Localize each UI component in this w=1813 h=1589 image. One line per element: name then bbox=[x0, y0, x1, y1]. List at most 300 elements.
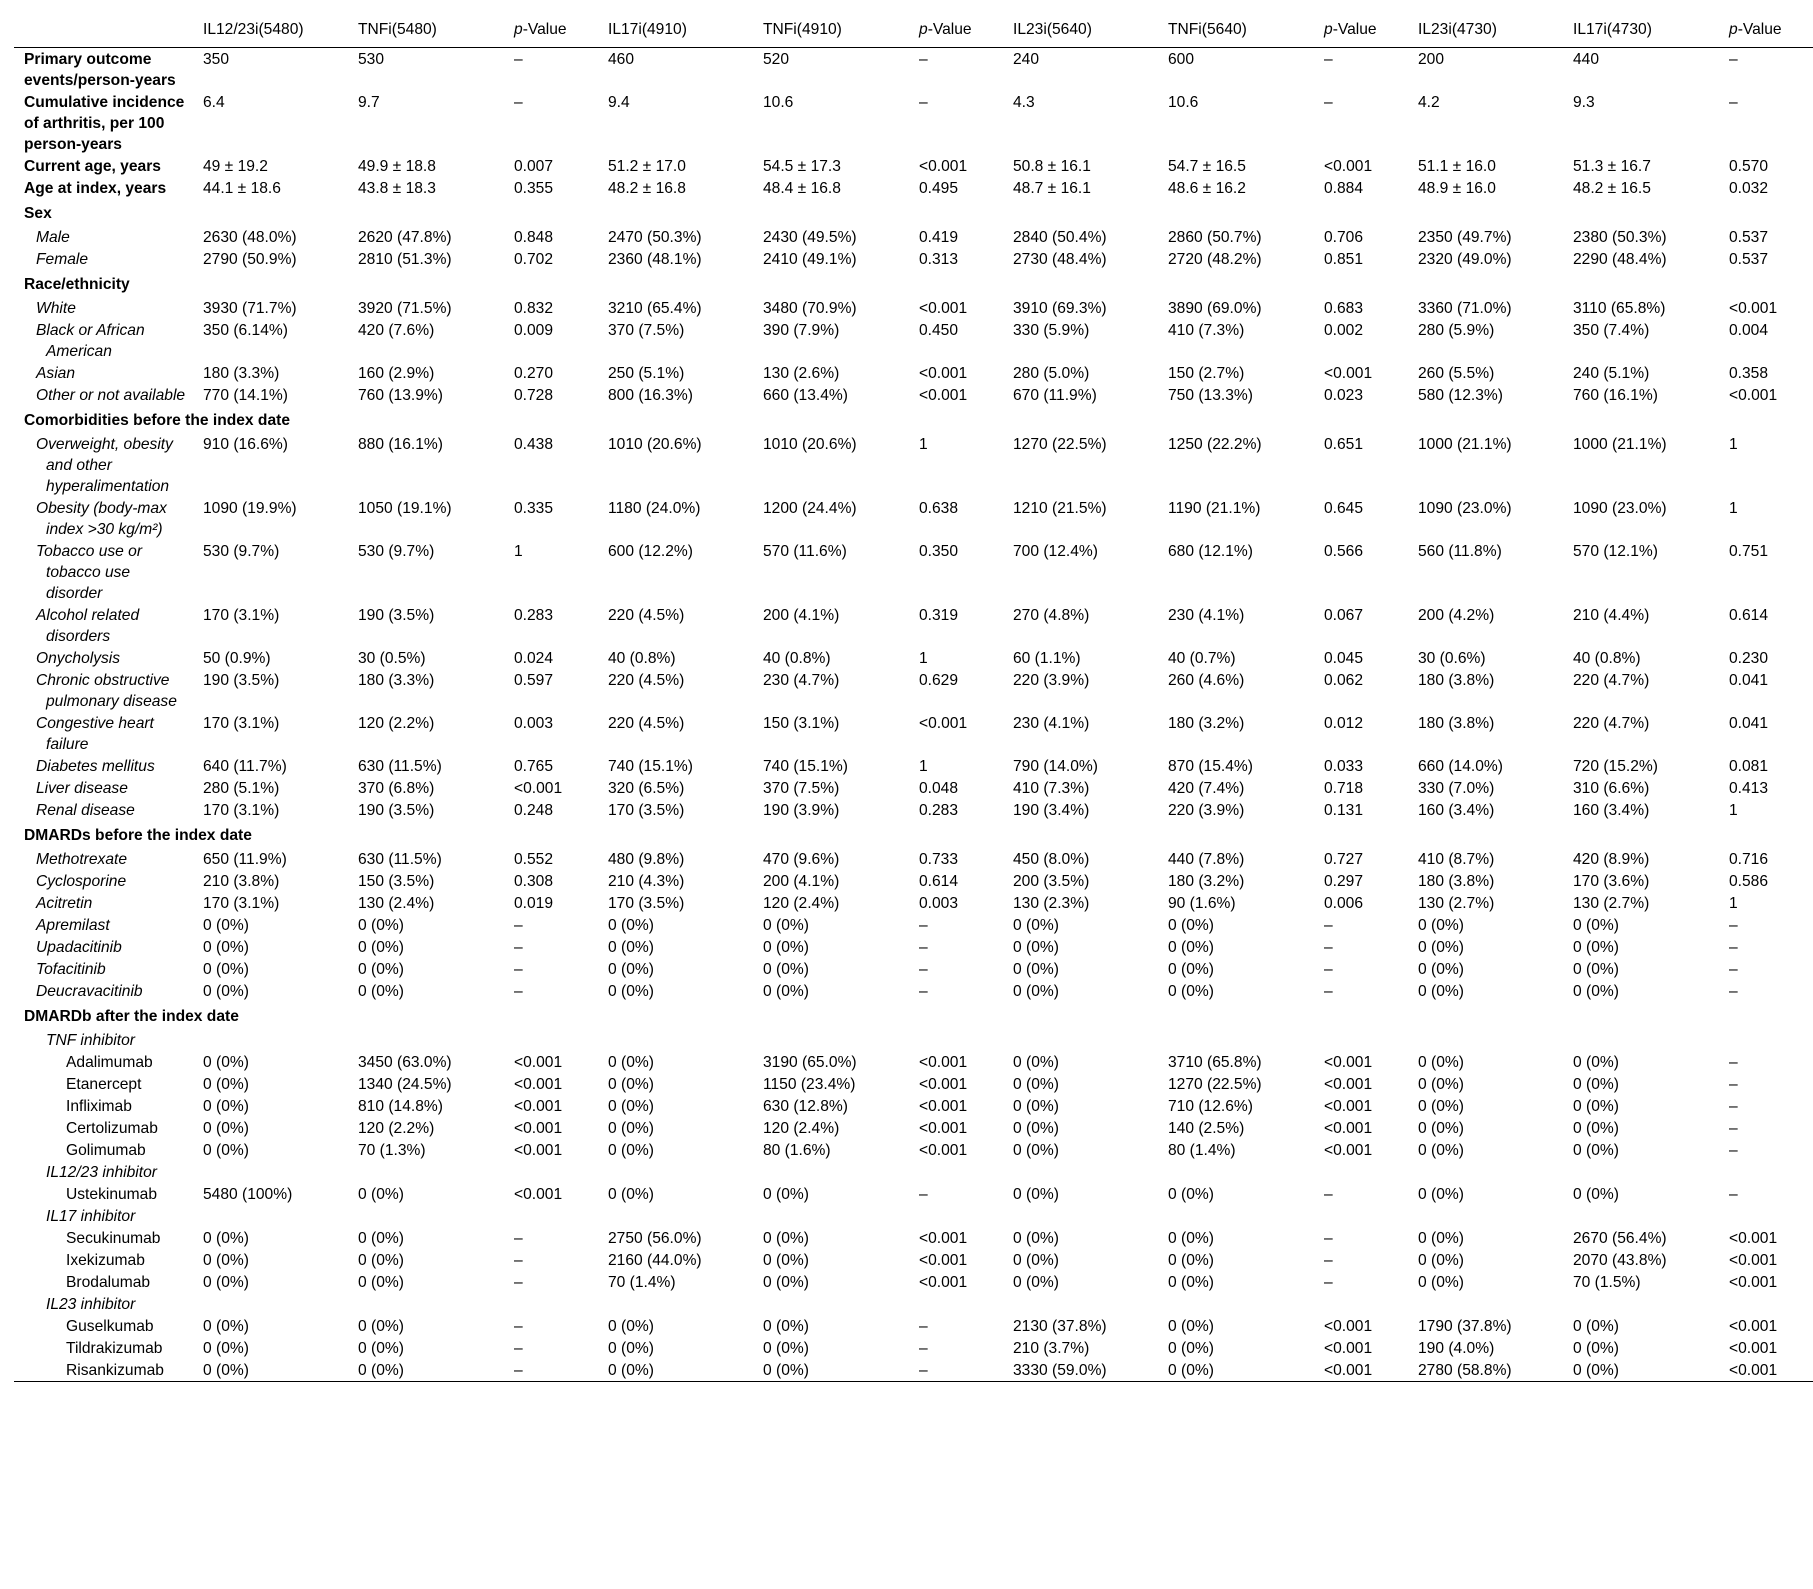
table-cell: – bbox=[1729, 1054, 1738, 1071]
table-cell: 0.832 bbox=[514, 300, 554, 317]
table-cell: – bbox=[919, 1318, 928, 1335]
table-cell: 180 (3.2%) bbox=[1168, 715, 1245, 732]
table-cell: 51.1 ± 16.0 bbox=[1418, 158, 1496, 175]
row-label: Upadacitinib bbox=[36, 939, 122, 956]
table-cell: 0 (0%) bbox=[763, 1274, 809, 1291]
header-cell: p-Value bbox=[919, 21, 972, 38]
row-label: Cumulative incidence of arthritis, per 100 person-years bbox=[24, 94, 185, 153]
table-cell: 230 (4.1%) bbox=[1013, 715, 1090, 732]
table-cell: 0.024 bbox=[514, 650, 554, 667]
table-cell: <0.001 bbox=[1729, 300, 1778, 317]
header-cell: IL17i(4730) bbox=[1573, 21, 1652, 38]
table-cell: 0 (0%) bbox=[1418, 939, 1464, 956]
table-cell: 0.297 bbox=[1324, 873, 1364, 890]
table-cell: 2750 (56.0%) bbox=[608, 1230, 702, 1247]
table-cell: 0 (0%) bbox=[203, 1076, 249, 1093]
table-cell: 130 (2.7%) bbox=[1573, 895, 1650, 912]
table-cell: 0.651 bbox=[1324, 436, 1364, 453]
table-cell: 640 (11.7%) bbox=[203, 758, 287, 775]
table-cell: 43.8 ± 18.3 bbox=[358, 180, 436, 197]
table-cell: <0.001 bbox=[514, 1120, 563, 1137]
table-cell: 0 (0%) bbox=[1168, 1230, 1214, 1247]
table-cell: <0.001 bbox=[919, 1142, 968, 1159]
table-cell: 0 (0%) bbox=[608, 1098, 654, 1115]
table-cell: 80 (1.6%) bbox=[763, 1142, 831, 1159]
table-cell: 870 (15.4%) bbox=[1168, 758, 1253, 775]
table-cell: <0.001 bbox=[919, 1252, 968, 1269]
table-cell: 0 (0%) bbox=[1573, 1340, 1619, 1357]
table-cell: 0 (0%) bbox=[1418, 1054, 1464, 1071]
table-row bbox=[14, 248, 1813, 270]
table-cell: <0.001 bbox=[1729, 1274, 1778, 1291]
table-cell: 330 (5.9%) bbox=[1013, 322, 1090, 339]
table-cell: 0.023 bbox=[1324, 387, 1364, 404]
table-cell: 0 (0%) bbox=[1573, 917, 1619, 934]
table-cell: – bbox=[514, 1318, 523, 1335]
table-cell: 2860 (50.7%) bbox=[1168, 229, 1262, 246]
table-cell: 160 (3.4%) bbox=[1573, 802, 1650, 819]
table-cell: 0.495 bbox=[919, 180, 959, 197]
table-cell: 0.638 bbox=[919, 500, 959, 517]
table-cell: 0.614 bbox=[919, 873, 959, 890]
row-label: Female bbox=[36, 251, 88, 268]
table-cell: 0 (0%) bbox=[1013, 961, 1059, 978]
table-row bbox=[14, 1073, 1813, 1095]
table-cell: 760 (13.9%) bbox=[358, 387, 443, 404]
table-cell: 560 (11.8%) bbox=[1418, 543, 1502, 560]
table-cell: 350 bbox=[203, 51, 230, 68]
table-cell: 40 (0.8%) bbox=[608, 650, 676, 667]
row-label: Current age, years bbox=[24, 158, 161, 175]
table-cell: <0.001 bbox=[919, 365, 968, 382]
table-cell: 0 (0%) bbox=[1573, 961, 1619, 978]
table-cell: 320 (6.5%) bbox=[608, 780, 685, 797]
table-cell: 0.313 bbox=[919, 251, 959, 268]
row-label: Male bbox=[36, 229, 70, 246]
table-cell: 480 (9.8%) bbox=[608, 851, 685, 868]
table-cell: 0.552 bbox=[514, 851, 554, 868]
table-cell: 740 (15.1%) bbox=[608, 758, 693, 775]
row-label: Ustekinumab bbox=[66, 1186, 158, 1203]
table-row bbox=[14, 319, 1813, 362]
table-cell: 0.586 bbox=[1729, 873, 1769, 890]
table-cell: 410 (7.3%) bbox=[1013, 780, 1090, 797]
table-cell: 420 (7.4%) bbox=[1168, 780, 1245, 797]
table-cell: 630 (12.8%) bbox=[763, 1098, 848, 1115]
table-cell: 0 (0%) bbox=[1013, 1142, 1059, 1159]
table-cell: 0 (0%) bbox=[608, 1318, 654, 1335]
table-cell: 0 (0%) bbox=[1013, 917, 1059, 934]
table-row bbox=[14, 848, 1813, 870]
row-label: DMARDb after the index date bbox=[24, 1008, 239, 1025]
table-cell: 0 (0%) bbox=[1573, 1054, 1619, 1071]
row-label: IL12/23 inhibitor bbox=[46, 1164, 157, 1181]
table-cell: <0.001 bbox=[1324, 1340, 1373, 1357]
table-cell: <0.001 bbox=[919, 1076, 968, 1093]
table-cell: 0 (0%) bbox=[1418, 1120, 1464, 1137]
table-cell: 0.041 bbox=[1729, 672, 1769, 689]
section-row bbox=[14, 270, 1813, 297]
table-row bbox=[14, 540, 1813, 604]
table-cell: 370 (6.8%) bbox=[358, 780, 435, 797]
table-cell: 120 (2.2%) bbox=[358, 1120, 435, 1137]
table-cell: – bbox=[1729, 1076, 1738, 1093]
table-cell: 4.2 bbox=[1418, 94, 1440, 111]
table-cell: 670 (11.9%) bbox=[1013, 387, 1097, 404]
table-cell: 2620 (47.8%) bbox=[358, 229, 452, 246]
table-cell: 310 (6.6%) bbox=[1573, 780, 1650, 797]
table-cell: 51.3 ± 16.7 bbox=[1573, 158, 1651, 175]
section-row bbox=[14, 1161, 1813, 1183]
table-cell: 48.2 ± 16.5 bbox=[1573, 180, 1651, 197]
table-row bbox=[14, 177, 1813, 199]
table-cell: 220 (4.7%) bbox=[1573, 672, 1650, 689]
table-cell: 1250 (22.2%) bbox=[1168, 436, 1262, 453]
table-cell: 60 (1.1%) bbox=[1013, 650, 1081, 667]
table-cell: 0 (0%) bbox=[1418, 1252, 1464, 1269]
table-cell: 280 (5.9%) bbox=[1418, 322, 1495, 339]
table-cell: 570 (11.6%) bbox=[763, 543, 847, 560]
table-cell: 0 (0%) bbox=[358, 1274, 404, 1291]
table-cell: 750 (13.3%) bbox=[1168, 387, 1253, 404]
table-cell: 410 (7.3%) bbox=[1168, 322, 1245, 339]
row-label: Ixekizumab bbox=[66, 1252, 145, 1269]
table-cell: 3210 (65.4%) bbox=[608, 300, 702, 317]
table-cell: 0 (0%) bbox=[763, 1318, 809, 1335]
table-cell: – bbox=[1324, 1230, 1333, 1247]
table-cell: 0.537 bbox=[1729, 251, 1769, 268]
table-cell: 190 (3.4%) bbox=[1013, 802, 1090, 819]
table-cell: 0.003 bbox=[919, 895, 959, 912]
table-cell: 180 (3.8%) bbox=[1418, 873, 1495, 890]
table-cell: – bbox=[1324, 1274, 1333, 1291]
table-cell: – bbox=[1324, 917, 1333, 934]
table-cell: 9.7 bbox=[358, 94, 380, 111]
table-cell: 170 (3.1%) bbox=[203, 802, 280, 819]
table-cell: 0.230 bbox=[1729, 650, 1769, 667]
row-label: Tofacitinib bbox=[36, 961, 106, 978]
table-cell: 48.7 ± 16.1 bbox=[1013, 180, 1091, 197]
table-cell: 0.419 bbox=[919, 229, 959, 246]
table-row bbox=[14, 914, 1813, 936]
table-cell: 260 (4.6%) bbox=[1168, 672, 1245, 689]
table-cell: 70 (1.5%) bbox=[1573, 1274, 1641, 1291]
header-cell: IL23i(5640) bbox=[1013, 21, 1092, 38]
table-cell: 910 (16.6%) bbox=[203, 436, 288, 453]
table-cell: – bbox=[1729, 917, 1738, 934]
table-cell: 0.006 bbox=[1324, 895, 1364, 912]
table-row bbox=[14, 1271, 1813, 1293]
table-cell: 0.728 bbox=[514, 387, 554, 404]
table-cell: 0.733 bbox=[919, 851, 959, 868]
table-cell: <0.001 bbox=[1324, 1362, 1373, 1379]
table-cell: 470 (9.6%) bbox=[763, 851, 840, 868]
table-cell: 0.019 bbox=[514, 895, 554, 912]
table-cell: 130 (2.6%) bbox=[763, 365, 840, 382]
table-cell: 160 (2.9%) bbox=[358, 365, 435, 382]
table-cell: 0 (0%) bbox=[1013, 1076, 1059, 1093]
table-cell: 170 (3.6%) bbox=[1573, 873, 1650, 890]
table-cell: 2160 (44.0%) bbox=[608, 1252, 702, 1269]
table-row bbox=[14, 433, 1813, 497]
table-cell: 1090 (23.0%) bbox=[1573, 500, 1667, 517]
table-cell: 0.450 bbox=[919, 322, 959, 339]
row-label: Alcohol related disorders bbox=[36, 607, 140, 645]
table-cell: 1 bbox=[919, 758, 928, 775]
row-label: Onycholysis bbox=[36, 650, 121, 667]
table-cell: 2470 (50.3%) bbox=[608, 229, 702, 246]
table-cell: 0 (0%) bbox=[763, 1230, 809, 1247]
table-row bbox=[14, 497, 1813, 540]
table-cell: 0 (0%) bbox=[1013, 939, 1059, 956]
table-cell: <0.001 bbox=[1324, 1076, 1373, 1093]
table-cell: 0 (0%) bbox=[358, 1186, 404, 1203]
table-cell: 1340 (24.5%) bbox=[358, 1076, 452, 1093]
table-cell: 0.645 bbox=[1324, 500, 1364, 517]
section-row bbox=[14, 199, 1813, 226]
table-cell: 180 (3.3%) bbox=[358, 672, 435, 689]
table-cell: 0.283 bbox=[919, 802, 959, 819]
table-cell: <0.001 bbox=[1729, 1318, 1778, 1335]
table-cell: 0 (0%) bbox=[1418, 1142, 1464, 1159]
header-cell: p-Value bbox=[1729, 21, 1782, 38]
table-cell: 3110 (65.8%) bbox=[1573, 300, 1666, 317]
table-cell: <0.001 bbox=[919, 1274, 968, 1291]
table-cell: 200 (4.1%) bbox=[763, 873, 840, 890]
table-cell: 150 (2.7%) bbox=[1168, 365, 1245, 382]
table-cell: 3920 (71.5%) bbox=[358, 300, 452, 317]
table-cell: 0 (0%) bbox=[358, 983, 404, 1000]
table-cell: 0 (0%) bbox=[358, 1252, 404, 1269]
table-cell: 190 (3.5%) bbox=[203, 672, 280, 689]
table-cell: 270 (4.8%) bbox=[1013, 607, 1090, 624]
table-cell: 0.283 bbox=[514, 607, 554, 624]
table-cell: 0 (0%) bbox=[1168, 1318, 1214, 1335]
table-cell: 600 bbox=[1168, 51, 1195, 68]
table-cell: 120 (2.4%) bbox=[763, 1120, 840, 1137]
table-cell: 0 (0%) bbox=[1418, 983, 1464, 1000]
table-cell: 0 (0%) bbox=[203, 1318, 249, 1335]
table-cell: <0.001 bbox=[1729, 1252, 1778, 1269]
table-cell: 3450 (63.0%) bbox=[358, 1054, 452, 1071]
row-label: White bbox=[36, 300, 76, 317]
table-cell: 680 (12.1%) bbox=[1168, 543, 1253, 560]
table-cell: 2410 (49.1%) bbox=[763, 251, 857, 268]
table-cell: 0 (0%) bbox=[608, 1186, 654, 1203]
table-cell: 0 (0%) bbox=[1168, 1340, 1214, 1357]
table-cell: 1 bbox=[919, 650, 928, 667]
header-cell: p-Value bbox=[1324, 21, 1377, 38]
table-cell: 220 (3.9%) bbox=[1013, 672, 1090, 689]
table-cell: 800 (16.3%) bbox=[608, 387, 693, 404]
table-row bbox=[14, 1051, 1813, 1073]
table-cell: 0.003 bbox=[514, 715, 554, 732]
table-cell: – bbox=[514, 1230, 523, 1247]
table-cell: 1270 (22.5%) bbox=[1168, 1076, 1262, 1093]
table-cell: 200 (4.1%) bbox=[763, 607, 840, 624]
table-cell: 0 (0%) bbox=[608, 939, 654, 956]
table-cell: <0.001 bbox=[919, 1098, 968, 1115]
table-cell: 3190 (65.0%) bbox=[763, 1054, 857, 1071]
table-row bbox=[14, 958, 1813, 980]
table-cell: – bbox=[1324, 94, 1333, 111]
table-cell: 0 (0%) bbox=[203, 983, 249, 1000]
table-cell: 9.4 bbox=[608, 94, 630, 111]
table-cell: 0.032 bbox=[1729, 180, 1769, 197]
table-cell: 220 (4.7%) bbox=[1573, 715, 1650, 732]
table-row bbox=[14, 226, 1813, 248]
table-cell: 520 bbox=[763, 51, 790, 68]
table-cell: 250 (5.1%) bbox=[608, 365, 685, 382]
table-cell: 2840 (50.4%) bbox=[1013, 229, 1107, 246]
table-cell: 0 (0%) bbox=[1573, 1098, 1619, 1115]
table-cell: 2720 (48.2%) bbox=[1168, 251, 1262, 268]
table-cell: 1150 (23.4%) bbox=[763, 1076, 856, 1093]
table-cell: 420 (8.9%) bbox=[1573, 851, 1650, 868]
table-cell: <0.001 bbox=[514, 1142, 563, 1159]
table-cell: 230 (4.7%) bbox=[763, 672, 840, 689]
table-cell: <0.001 bbox=[919, 1230, 968, 1247]
table-row bbox=[14, 1315, 1813, 1337]
table-cell: 48.2 ± 16.8 bbox=[608, 180, 686, 197]
table-cell: 760 (16.1%) bbox=[1573, 387, 1658, 404]
table-cell: 0 (0%) bbox=[763, 917, 809, 934]
section-row bbox=[14, 1002, 1813, 1029]
table-cell: 0.570 bbox=[1729, 158, 1769, 175]
table-cell: 170 (3.1%) bbox=[203, 715, 280, 732]
table-cell: 0.012 bbox=[1324, 715, 1364, 732]
table-cell: 210 (3.8%) bbox=[203, 873, 280, 890]
table-cell: 1200 (24.4%) bbox=[763, 500, 857, 517]
table-cell: 0.355 bbox=[514, 180, 554, 197]
table-cell: 0 (0%) bbox=[608, 1054, 654, 1071]
table-cell: 0.438 bbox=[514, 436, 554, 453]
section-row bbox=[14, 821, 1813, 848]
table-cell: 170 (3.1%) bbox=[203, 895, 280, 912]
table-cell: 0.308 bbox=[514, 873, 554, 890]
table-row bbox=[14, 980, 1813, 1002]
table-cell: 3910 (69.3%) bbox=[1013, 300, 1107, 317]
table-header bbox=[14, 17, 1813, 48]
table-cell: 0.350 bbox=[919, 543, 959, 560]
row-label: Chronic obstructive pulmonary disease bbox=[36, 672, 177, 710]
table-cell: 80 (1.4%) bbox=[1168, 1142, 1236, 1159]
table-cell: <0.001 bbox=[1729, 1340, 1778, 1357]
header-cell: p-Value bbox=[514, 21, 567, 38]
table-cell: 220 (4.5%) bbox=[608, 672, 685, 689]
row-label: Tobacco use or tobacco use disorder bbox=[36, 543, 143, 602]
table-cell: 150 (3.5%) bbox=[358, 873, 435, 890]
table-cell: 180 (3.2%) bbox=[1168, 873, 1245, 890]
table-cell: 2780 (58.8%) bbox=[1418, 1362, 1512, 1379]
row-label: IL17 inhibitor bbox=[46, 1208, 136, 1225]
table-cell: 1 bbox=[1729, 895, 1738, 912]
table-cell: 160 (3.4%) bbox=[1418, 802, 1495, 819]
table-cell: 350 (7.4%) bbox=[1573, 322, 1650, 339]
table-cell: <0.001 bbox=[919, 158, 968, 175]
table-cell: 0 (0%) bbox=[1168, 961, 1214, 978]
row-label: Black or African American bbox=[36, 322, 145, 360]
table-cell: 0 (0%) bbox=[763, 961, 809, 978]
table-cell: 0.716 bbox=[1729, 851, 1769, 868]
table-cell: 2380 (50.3%) bbox=[1573, 229, 1667, 246]
row-label: DMARDs before the index date bbox=[24, 827, 252, 844]
table-cell: 650 (11.9%) bbox=[203, 851, 287, 868]
section-row bbox=[14, 1293, 1813, 1315]
table-cell: 140 (2.5%) bbox=[1168, 1120, 1245, 1137]
table-cell: 2730 (48.4%) bbox=[1013, 251, 1107, 268]
table-row bbox=[14, 1337, 1813, 1359]
table-cell: 0 (0%) bbox=[1418, 917, 1464, 934]
table-cell: 30 (0.5%) bbox=[358, 650, 426, 667]
table-cell: – bbox=[1729, 1120, 1738, 1137]
table-cell: 0 (0%) bbox=[1573, 983, 1619, 1000]
table-cell: 0 (0%) bbox=[1013, 1186, 1059, 1203]
table-cell: – bbox=[919, 1186, 928, 1203]
table-cell: 740 (15.1%) bbox=[763, 758, 848, 775]
table-cell: 0 (0%) bbox=[1418, 1076, 1464, 1093]
table-cell: 230 (4.1%) bbox=[1168, 607, 1245, 624]
row-label: Congestive heart failure bbox=[36, 715, 154, 753]
table-cell: <0.001 bbox=[514, 1076, 563, 1093]
table-cell: 0.848 bbox=[514, 229, 554, 246]
table-cell: 0 (0%) bbox=[608, 983, 654, 1000]
table-cell: <0.001 bbox=[1324, 1318, 1373, 1335]
table-cell: 0 (0%) bbox=[608, 1142, 654, 1159]
table-cell: – bbox=[1729, 961, 1738, 978]
table-cell: 170 (3.5%) bbox=[608, 895, 685, 912]
row-label: Sex bbox=[24, 205, 52, 222]
table-cell: <0.001 bbox=[1324, 1098, 1373, 1115]
table-cell: 1000 (21.1%) bbox=[1418, 436, 1512, 453]
table-cell: 210 (4.4%) bbox=[1573, 607, 1650, 624]
table-cell: 700 (12.4%) bbox=[1013, 543, 1098, 560]
table-row bbox=[14, 647, 1813, 669]
table-cell: 0 (0%) bbox=[763, 1362, 809, 1379]
table-cell: 0 (0%) bbox=[763, 939, 809, 956]
table-row bbox=[14, 297, 1813, 319]
table-cell: 0.597 bbox=[514, 672, 554, 689]
table-cell: <0.001 bbox=[1729, 1230, 1778, 1247]
table-cell: 120 (2.4%) bbox=[763, 895, 840, 912]
table-cell: <0.001 bbox=[1324, 1120, 1373, 1137]
table-cell: 0 (0%) bbox=[203, 1142, 249, 1159]
table-cell: <0.001 bbox=[1324, 158, 1373, 175]
table-cell: 4.3 bbox=[1013, 94, 1035, 111]
row-label: Overweight, obesity and other hyperalimentation bbox=[36, 436, 173, 495]
section-row bbox=[14, 1205, 1813, 1227]
table-cell: 0.413 bbox=[1729, 780, 1769, 797]
table-cell: 40 (0.8%) bbox=[1573, 650, 1641, 667]
table-cell: 0.727 bbox=[1324, 851, 1364, 868]
table-cell: 130 (2.4%) bbox=[358, 895, 435, 912]
table-cell: 0 (0%) bbox=[1168, 1274, 1214, 1291]
table-cell: 0 (0%) bbox=[203, 1098, 249, 1115]
table-cell: 0 (0%) bbox=[1418, 1274, 1464, 1291]
table-cell: 720 (15.2%) bbox=[1573, 758, 1658, 775]
table-row bbox=[14, 1359, 1813, 1382]
table-cell: 0 (0%) bbox=[1573, 939, 1619, 956]
table-cell: 530 bbox=[358, 51, 385, 68]
table-cell: 0 (0%) bbox=[1573, 1362, 1619, 1379]
table-cell: 0 (0%) bbox=[1013, 1274, 1059, 1291]
table-row bbox=[14, 1095, 1813, 1117]
table-cell: 660 (14.0%) bbox=[1418, 758, 1503, 775]
table-cell: – bbox=[1324, 939, 1333, 956]
table-cell: 0 (0%) bbox=[358, 939, 404, 956]
table-cell: <0.001 bbox=[514, 780, 563, 797]
table-cell: 0.751 bbox=[1729, 543, 1769, 560]
